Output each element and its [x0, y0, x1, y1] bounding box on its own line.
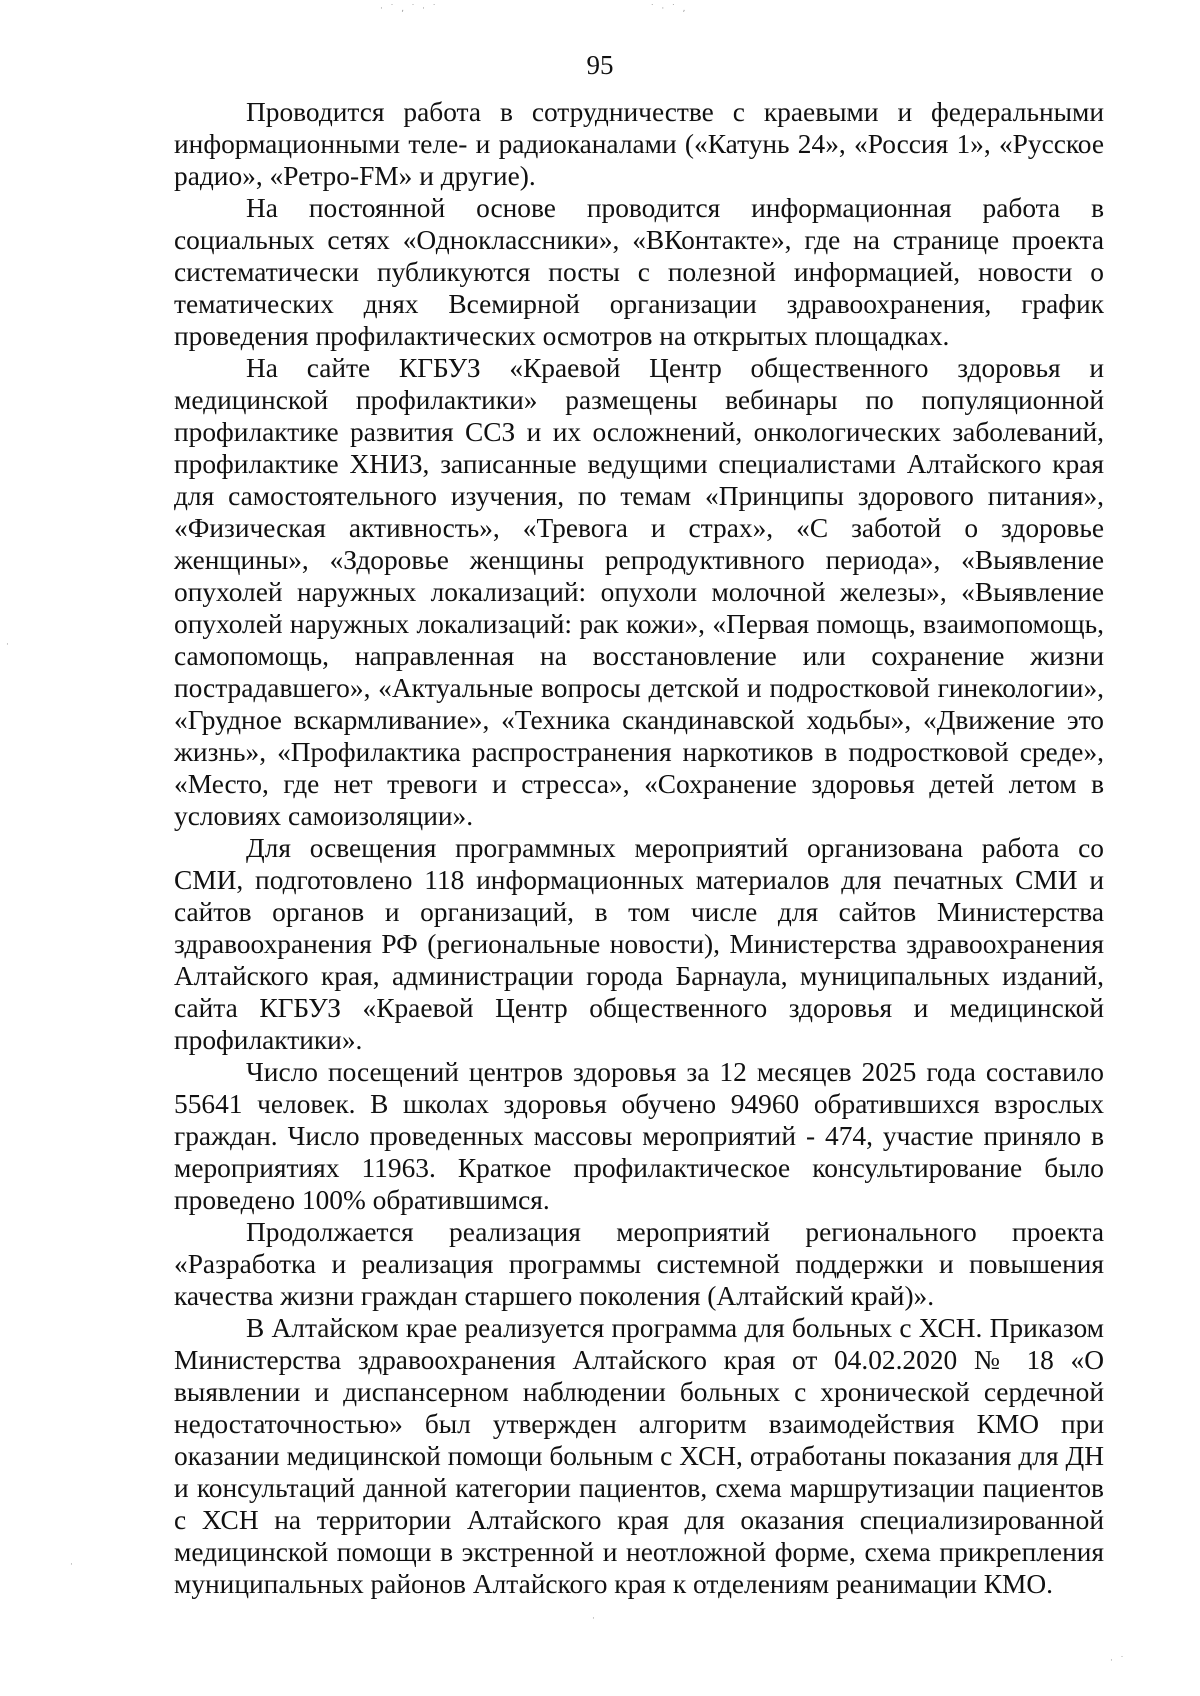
paragraph: В Алтайском крае реализуется программа для больных с ХСН. Приказом Министерства здравоохранения Алтайского края от 04.02.2020 № 18 «О выявлении и диспансерном наблюдении больных с хронической сердечной недостаточностью» был утвержден алгоритм взаимодействия КМО при оказании медицинской помощи больным с ХСН, отработаны показания для ДН и консультаций данной категории пациентов, схема маршрутизации пациентов с ХСН на территории Алтайского края для оказания специализированной медицинской помощи в экстренной и неотложной форме, схема прикрепления муниципальных районов Алтайского края к отделениям реанимации КМО. [174, 1313, 1104, 1599]
scan-noise: · ˙ ‚ ˙ · ˙ [380, 4, 439, 14]
paragraph: Проводится работа в сотрудничестве с краевыми и федеральными информационными теле- и радиоканалами («Катунь 24», «Россия 1», «Русское радио», «Ретро-FM» и другие). [174, 97, 1104, 191]
scan-noise: · [70, 1560, 75, 1570]
paragraph: Продолжается реализация мероприятий регионального проекта «Разработка и реализация программы системной поддержки и повышения качества жизни граждан старшего поколения (Алтайский край)». [174, 1217, 1104, 1311]
scan-noise: · [592, 1614, 597, 1624]
paragraph: На постоянной основе проводится информационная работа в социальных сетях «Одноклассники», «ВКонтакте», где на странице проекта систематически публикуются посты с полезной информацией, новости о тематических днях Всемирной организации здравоохранения, график проведения профилактических осмотров на открытых площадках. [174, 193, 1104, 351]
scan-noise: · [6, 640, 11, 650]
paragraph: Для освещения программных мероприятий организована работа со СМИ, подготовлено 118 информационных материалов для печатных СМИ и сайтов органов и организаций, в том числе для сайтов Министерства здравоохранения РФ (региональные новости), Министерства здравоохранения Алтайского края, администрации города Барнаула, муниципальных изданий, сайта КГБУЗ «Краевой Центр общественного здоровья и медицинской профилактики». [174, 833, 1104, 1055]
scan-noise: · ˙ [1110, 1656, 1127, 1666]
scan-noise: ˙ · ˙ ‚ [650, 4, 688, 14]
paragraph: Число посещений центров здоровья за 12 месяцев 2025 года составило 55641 человек. В школах здоровья обучено 94960 обратившихся взрослых граждан. Число проведенных массовы мероприятий - 474, участие приняло в мероприятиях 11963. Краткое профилактическое консультирование было проведено 100% обратившимся. [174, 1057, 1104, 1215]
page-number: 95 [586, 50, 614, 80]
paragraph: На сайте КГБУЗ «Краевой Центр общественного здоровья и медицинской профилактики» размещены вебинары по популяционной профилактике развития ССЗ и их осложнений, онкологических заболеваний, профилактике ХНИЗ, записанные ведущими специалистами Алтайского края для самостоятельного изучения, по темам «Принципы здорового питания», «Физическая активность», «Тревога и страх», «С заботой о здоровье женщины», «Здоровье женщины репродуктивного периода», «Выявление опухолей наружных локализаций: опухоли молочной железы», «Выявление опухолей наружных локализаций: рак кожи», «Первая помощь, взаимопомощь, самопомощь, направленная на восстановление или сохранение жизни пострадавшего», «Актуальные вопросы детской и подростковой гинекологии», «Грудное вскармливание», «Техника скандинавской ходьбы», «Движение это жизнь», «Профилактика распространения наркотиков в подростковой среде», «Место, где нет тревоги и стресса», «Сохранение здоровья детей летом в условиях самоизоляции». [174, 353, 1104, 831]
document-body [174, 96, 1104, 1600]
